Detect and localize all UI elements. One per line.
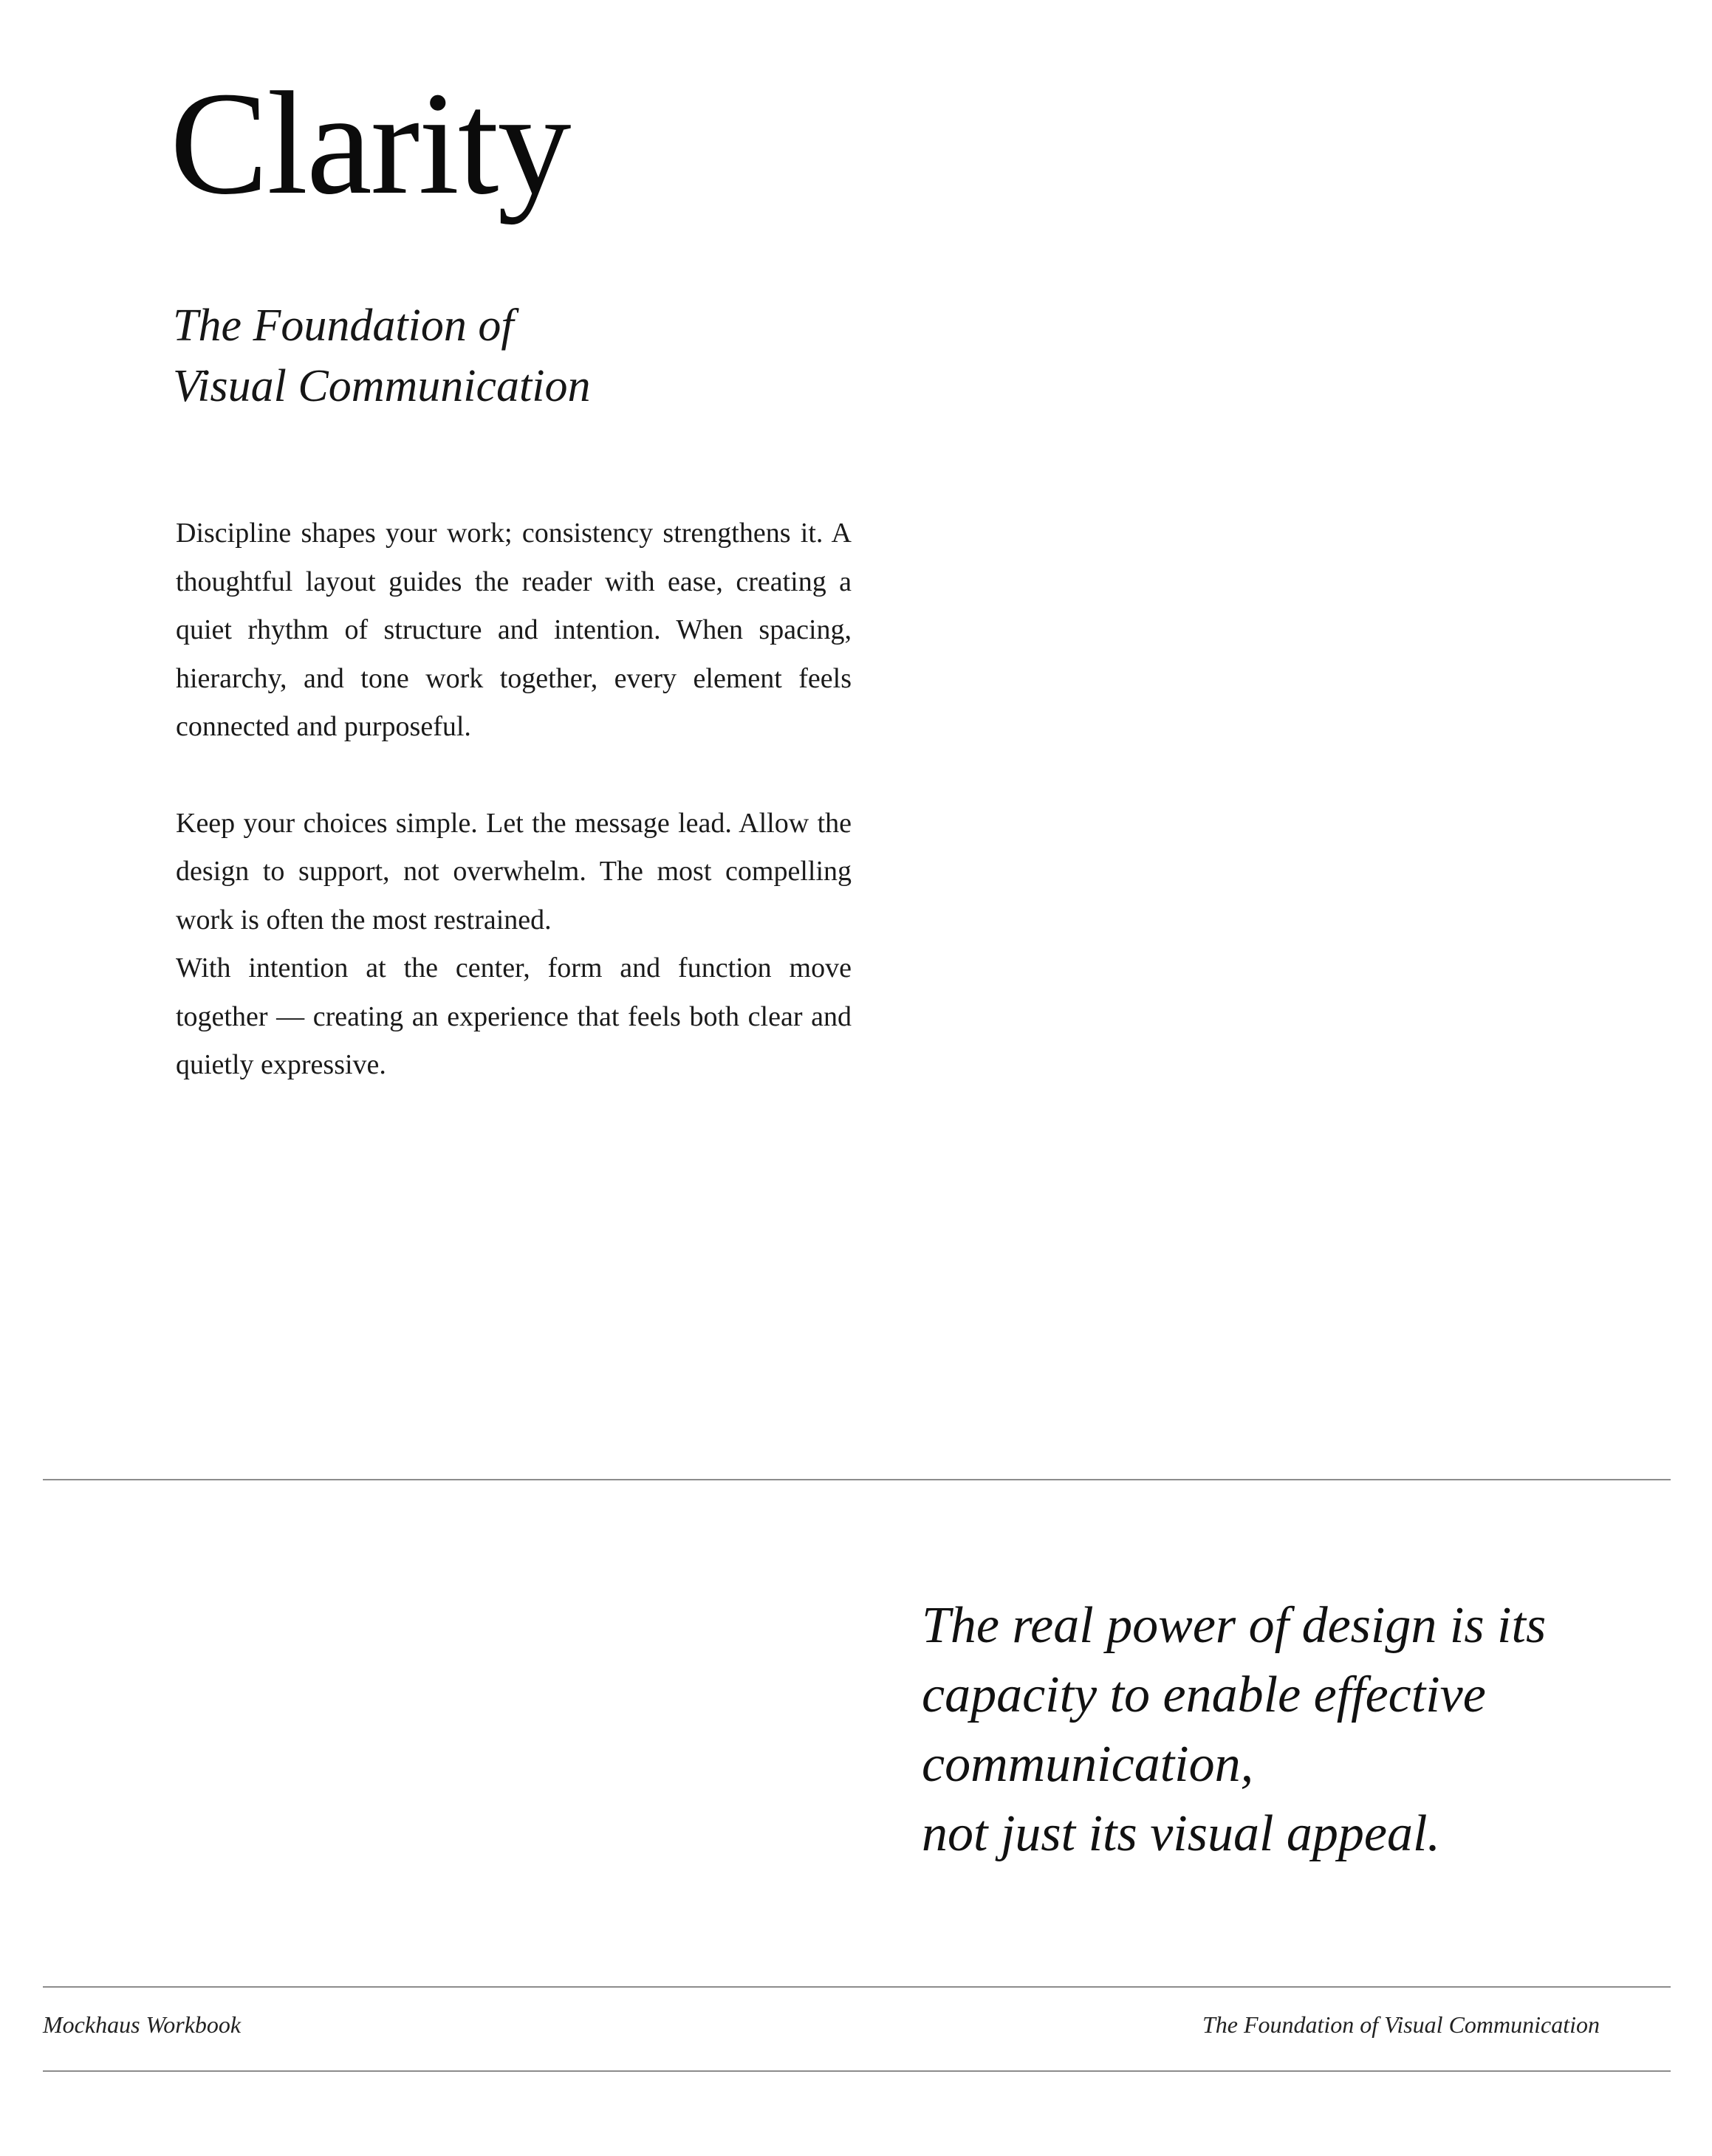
body-paragraph: Keep your choices simple. Let the message lead. Allow the design to support, not overwhelm. The most compelling work is often the most restrained. bbox=[176, 807, 852, 935]
subtitle-line: The Foundation of bbox=[173, 301, 514, 351]
pull-quote bbox=[922, 1591, 1546, 1869]
subtitle-line: Visual Communication bbox=[173, 361, 591, 411]
page-title: Clarity bbox=[170, 62, 570, 225]
body-text bbox=[176, 509, 852, 1090]
footer-divider-bottom bbox=[43, 2070, 1671, 2072]
body-paragraph: With intention at the center, form and function move together — creating an experience that feels both clear and quietly expressive. bbox=[176, 952, 852, 1080]
quote-line: capacity to enable effective bbox=[922, 1666, 1486, 1723]
footer-workbook-name: Mockhaus Workbook bbox=[43, 2011, 242, 2038]
body-paragraph: Discipline shapes your work; consistency strengthens it. A thoughtful layout guides the reader with ease, creating a quiet rhythm of structure and intention. When spacing, hierarchy, and tone work together, every element feels connected and purposeful. bbox=[176, 518, 852, 742]
section-divider bbox=[43, 1479, 1671, 1480]
footer-divider-top bbox=[43, 1986, 1671, 1988]
quote-line: communication, bbox=[922, 1736, 1254, 1793]
footer-section-title: The Foundation of Visual Communication bbox=[1202, 2011, 1600, 2038]
page-subtitle bbox=[173, 295, 590, 416]
quote-line: not just its visual appeal. bbox=[922, 1805, 1440, 1862]
quote-line: The real power of design is its bbox=[922, 1597, 1547, 1654]
